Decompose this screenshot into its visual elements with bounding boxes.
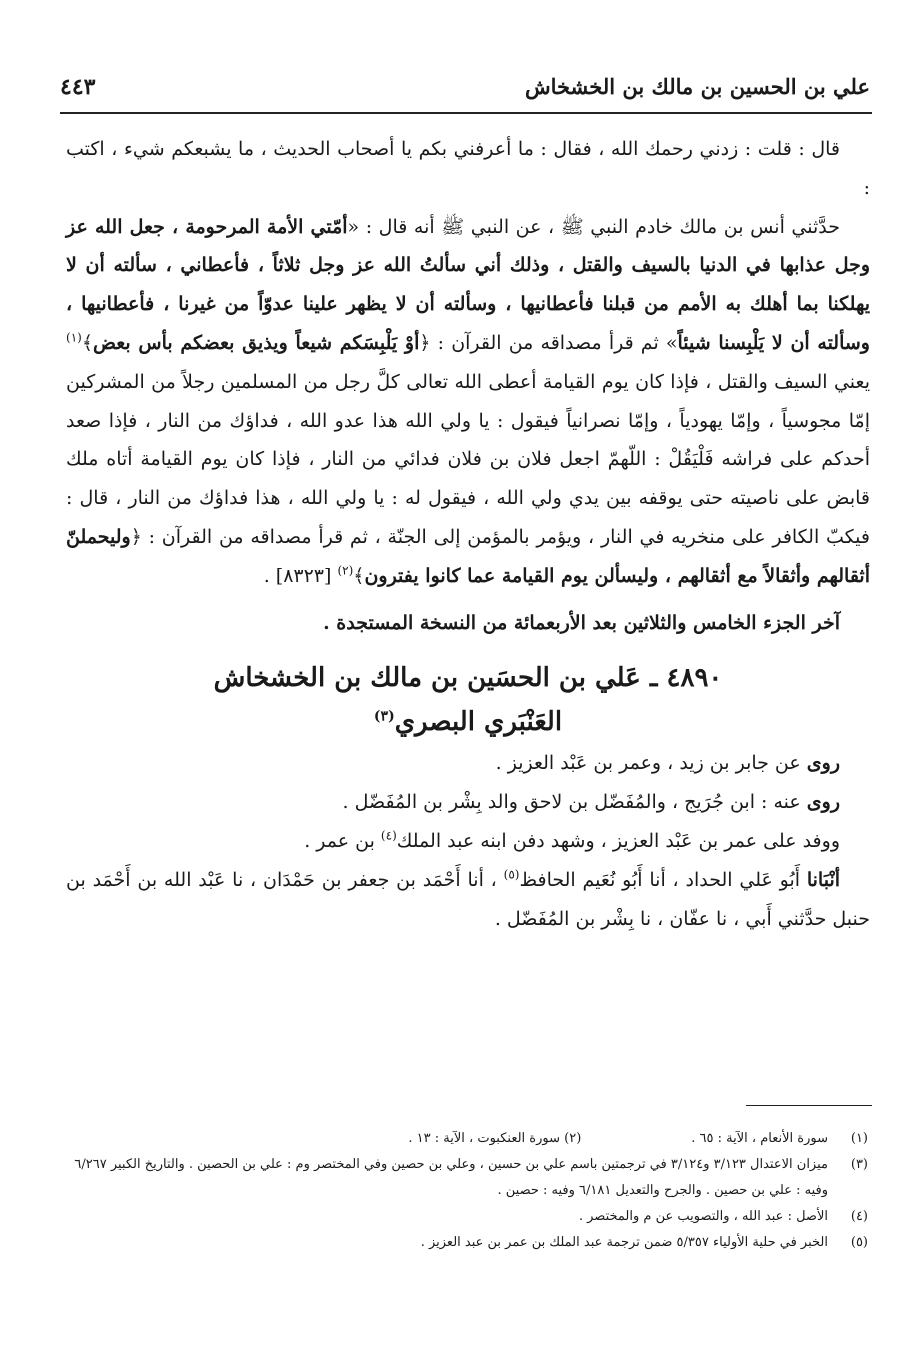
footnote-4 [60,1204,868,1230]
narrated-by [66,783,870,822]
quran-quote-2: وليحملنّ أثقالهم وأثقالاً مع أثقالهم ، وليسألن يوم القيامة عما كانوا يفترون [66,525,870,587]
footnote-text: ميزان الاعتدال ٣/١٢٣ و٣/١٢٤ في ترجمتين باسم علي بن حسين ، وعلي بن حصين وفي المختصر وم : علي بن الحصين . والتاريخ الكبير ٦/٢٦٧ وفيه : علي بن حصين . والجرح والتعديل ٦/١٨١ وفيه : حصين . [74,1157,828,1198]
footnote-5 [60,1230,868,1256]
footnote-number: (١) [850,1131,868,1146]
running-title: علي بن الحسين بن مالك بن الخشخاش [524,74,870,99]
quran-quote-1: أوْ يَلْبِسَكم شيعاً ويذيق بعضكم بأس بعض [92,331,420,354]
footnote-rule [746,1105,872,1106]
footnote-text: سورة الأنعام ، الآية : ٦٥ . [691,1131,828,1146]
anbana-text: أَبُو عَلي الحداد ، أنا أَبُو نُعَيم الحافظ [519,868,807,891]
wafad-text-end: بن عمر . [304,829,381,852]
quran-bracket-close-2: ﴾ [353,564,365,587]
rawa-label: روى [806,752,840,775]
quran-bracket-close-1: ﴾ [81,331,93,354]
hadith-reference-number: [٨٣٢٣] . [263,564,338,587]
paragraph-wafad [66,822,870,861]
footnote-1-2 [60,1126,868,1152]
footnote-text: سورة العنكبوت ، الآية : ١٣ . [408,1131,560,1146]
page-header [60,60,870,112]
footnote-ref-4: (٤) [380,828,397,843]
footnote-3 [60,1152,868,1204]
footnote-number: (٣) [850,1157,868,1172]
footnote-text: الأصل : عبد الله ، والتصويب عن م والمختصر . [578,1209,828,1224]
footnotes [60,1126,868,1256]
paragraph-hadith [66,208,870,596]
rawa-label: روى [806,791,840,814]
hadith-isnad: حدَّثني أنس بن مالك خادم النبي ﷺ ، عن النبي ﷺ أنه قال : « [347,215,840,238]
header-rule [60,112,872,114]
paragraph-anbana [66,861,870,939]
footnote-ref-5: (٥) [503,867,520,882]
entry-title-line2: العَنْبَري البصري [394,707,563,738]
footnote-number: (٢) [564,1131,582,1146]
main-text [66,130,870,938]
footnote-number: (٤) [850,1209,868,1224]
narrated-by-text: عنه : ابن جُرَيج ، والمُفَضّل بن لاحق والد بِشْر بن المُفَضّل . [342,791,807,814]
page-number: ٤٤٣ [60,74,96,100]
hadith-transition: » ثم قرأ مصداقه من القرآن : ﴿ [419,331,678,354]
footnote-text: الخبر في حلية الأولياء ٥/٣٥٧ ضمن ترجمة عبد الملك بن عمر بن عبد العزيز . [420,1235,828,1250]
narrated-from [66,744,870,783]
hadith-continuation: يعني السيف والقتل ، فإذا كان يوم القيامة أعطى الله تعالى كلَّ رجل من المسلمين رجلاً من المشركين إمّا مجوسياً ، وإمّا يهودياً ، وإمّا نصرانياً فيقول : يا ولي الله هذا عدو الله ، فداؤك من النار ، فإذا صعد أحدكم على فراشه فَلْيَقُلْ : اللّهمّ اجعل فلان بن فلان فدائي من النار ، فإذا كان يوم القيامة أتاه ملك قابض على ناصيته حتى يوقفه بين يدي ولي الله ، فيقول له : يا ولي الله ، هذا فداؤك من النار ، قال : فيكبّ الكافر على منخريه في النار ، ويؤمر بالمؤمن إلى الجنّة ، ثم قرأ مصداقه من القرآن : ﴿ [66,370,870,548]
footnote-number: (٥) [850,1235,868,1250]
narrated-from-text: عن جابر بن زيد ، وعمر بن عَبْد العزيز . [495,752,807,775]
footnote-ref-2: (٢) [337,563,354,578]
anbana-label: أنْبَانا [806,868,841,891]
colophon: آخر الجزء الخامس والثلاثين بعد الأربعمائة من النسخة المستجدة . [323,611,840,634]
wafad-text: ووفد على عمر بن عَبْد العزيز ، وشهد دفن ابنه عبد الملك [396,829,840,852]
paragraph-intro: قال : قلت : زدني رحمك الله ، فقال : ما أعرفني بكم يا أصحاب الحديث ، ما يشبعكم شيء ، اكتب : [66,138,870,199]
footnote-ref-1: (١) [66,330,82,345]
entry-title [66,656,870,744]
footnote-ref-3: (٣) [373,708,395,725]
entry-title-line1: ٤٨٩٠ ـ عَلي بن الحسَين بن مالك بن الخشخاش [213,663,723,694]
anbana-text-end: ، أنا أَحْمَد بن جعفر بن حَمْدَان ، نا عَبْد الله بن أَحْمَد بن حنبل حدَّثني أَبي ، نا عفّان ، نا بِشْر بن المُفَضّل . [66,868,870,930]
hadith-matn-bold: أمّتي الأمة المرحومة ، جعل الله عز وجل عذابها في الدنيا بالسيف والقتل ، وذلك أني سألتُ الله عز وجل ثلاثاً ، فأعطاني ، سألته أن لا يهلكنا بما أهلك به الأمم من قبلنا فأعطانيها ، وسألته أن لا يظهر علينا عدوّاً من غيرنا ، فأعطانيها ، وسألته أن لا يَلْبِسنا شيئاً [66,215,870,354]
